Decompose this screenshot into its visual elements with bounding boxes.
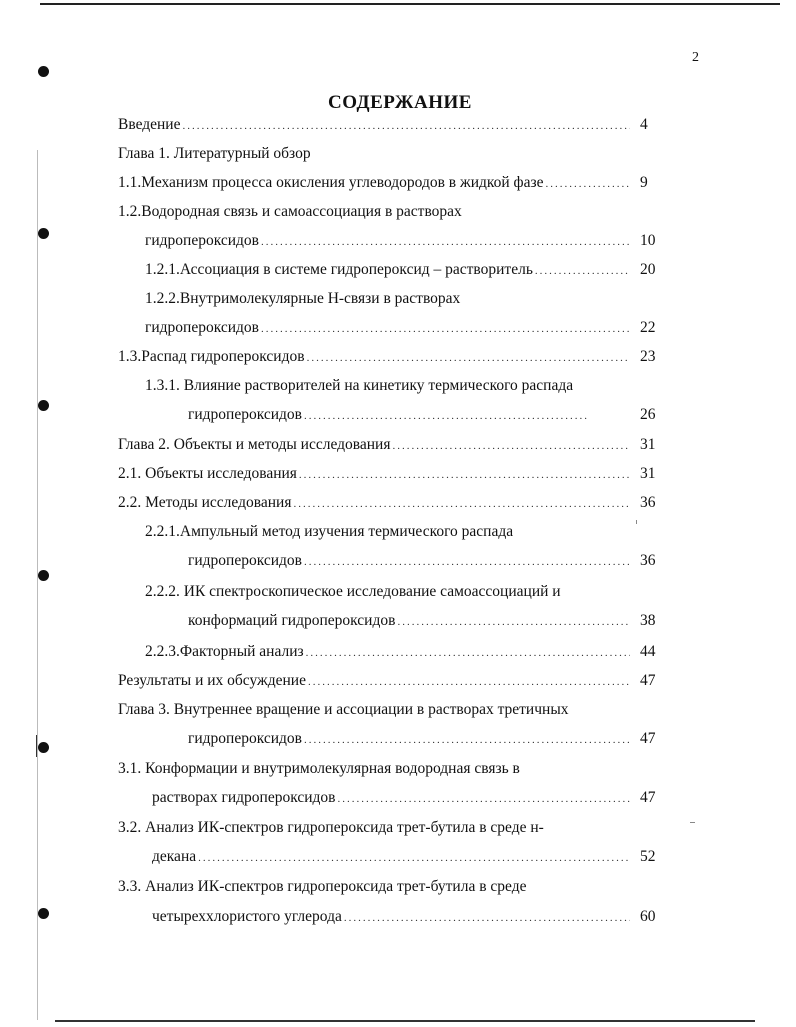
scan-speck	[690, 822, 695, 823]
toc-entry-label: 3.3. Анализ ИК-спектров гидропероксида трет-бутила в среде	[118, 878, 527, 895]
toc-entry-label: гидропероксидов .....	[188, 404, 591, 426]
toc-entry-page: 47	[640, 672, 656, 689]
toc-entry-page: 47	[640, 789, 656, 806]
toc-entry-page: 20	[640, 261, 656, 278]
toc-entry-label: 1.3.Распад гидропероксидов .....	[118, 346, 634, 368]
toc-entry-label: гидропероксидов .....	[145, 317, 634, 339]
toc-entry-page: 36	[640, 494, 656, 511]
toc-entry-label: гидропероксидов .....	[188, 728, 634, 750]
toc-entry-label: гидропероксидов .....	[188, 550, 634, 572]
binder-hole-mark	[38, 908, 49, 919]
page-number: 2	[692, 50, 699, 65]
binder-hole-mark	[38, 742, 49, 753]
toc-entry-label: 2.2.1.Ампульный метод изучения термического распада	[145, 523, 514, 540]
toc-entry-page: 26	[640, 406, 656, 423]
toc-entry-label: Введение .....	[118, 114, 634, 136]
toc-entry-page: 47	[640, 730, 656, 747]
toc-entry-page: 60	[640, 908, 656, 925]
binder-hole-mark	[38, 66, 49, 77]
toc-entry-label: 1.2.1.Ассоциация в системе гидропероксид – растворитель .....	[145, 259, 634, 281]
toc-entry-label: 1.1.Механизм процесса окисления углеводородов в жидкой фазе .....	[118, 172, 634, 194]
toc-entry-label: 1.2.2.Внутримолекулярные Н-связи в растворах	[145, 290, 461, 307]
toc-entry-page: 52	[640, 848, 656, 865]
toc-entry-label: четыреххлористого углерода .....	[152, 906, 634, 928]
toc-entry-label: 3.2. Анализ ИК-спектров гидропероксида трет-бутила в среде н-	[118, 819, 544, 836]
top-border-line	[40, 3, 780, 5]
toc-entry-label: Глава 2. Объекты и методы исследования .....	[118, 434, 634, 456]
toc-entry-page: 31	[640, 436, 656, 453]
toc-entry-label: Результаты и их обсуждение .....	[118, 670, 634, 692]
binder-hole-mark	[38, 228, 49, 239]
scan-speck	[636, 520, 637, 524]
toc-entry-label: 2.2.3.Факторный анализ .....	[145, 641, 634, 663]
toc-entry-label: Глава 1. Литературный обзор	[118, 145, 311, 162]
toc-entry-page: 10	[640, 232, 656, 249]
toc-entry-page: 44	[640, 643, 656, 660]
page-title: СОДЕРЖАНИЕ	[328, 92, 472, 113]
left-page-edge	[37, 150, 38, 1020]
binder-hole-mark	[38, 570, 49, 581]
binder-hole-mark	[38, 400, 49, 411]
toc-entry-page: 22	[640, 319, 656, 336]
toc-entry-label: 3.1. Конформации и внутримолекулярная водородная связь в	[118, 760, 520, 777]
toc-entry-label: 2.2.2. ИК спектроскопическое исследование самоассоциаций и	[145, 583, 561, 600]
toc-entry-label: 2.1. Объекты исследования .....	[118, 463, 634, 485]
toc-entry-label: гидропероксидов .....	[145, 230, 634, 252]
bottom-border-line	[55, 1020, 755, 1022]
toc-entry-label: 1.2.Водородная связь и самоассоциация в растворах	[118, 203, 462, 220]
toc-entry-label: декана .....	[152, 846, 634, 868]
toc-entry-page: 23	[640, 348, 656, 365]
toc-entry-page: 38	[640, 612, 656, 629]
toc-entry-page: 31	[640, 465, 656, 482]
toc-entry-label: растворах гидропероксидов .....	[152, 787, 634, 809]
toc-entry-page: 36	[640, 552, 656, 569]
toc-entry-label: конформаций гидропероксидов .....	[188, 610, 634, 632]
toc-entry-label: Глава 3. Внутреннее вращение и ассоциации в растворах третичных	[118, 701, 569, 718]
toc-entry-page: 9	[640, 174, 648, 191]
toc-entry-page: 4	[640, 116, 648, 133]
toc-entry-label: 1.3.1. Влияние растворителей на кинетику термического распада	[145, 377, 574, 394]
toc-entry-label: 2.2. Методы исследования .....	[118, 492, 634, 514]
binder-hole-line	[36, 735, 37, 757]
